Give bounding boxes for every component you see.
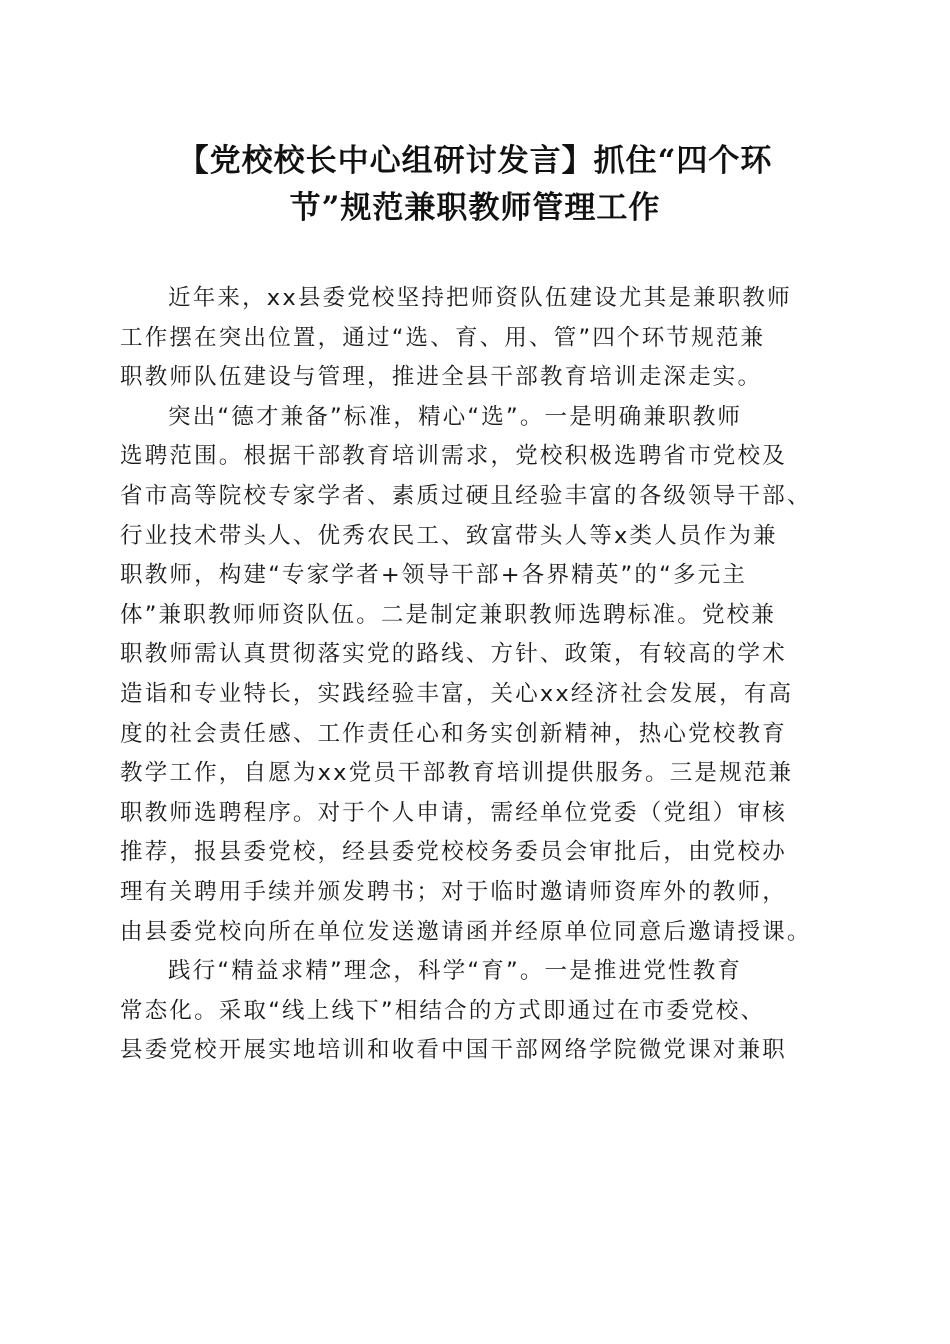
body-line: 县委党校开展实地培训和收看中国干部网络学院微党课对兼职 [120, 1037, 787, 1064]
body-line: 选聘范围。根据干部教育培训需求，党校积极选聘省市党校及 [120, 443, 787, 470]
document-title [120, 138, 830, 232]
body-line: 推荐，报县委党校，经县委党校校务委员会审批后，由党校办 [120, 839, 787, 866]
title-line-1: 【党校校长中心组研讨发言】抓住“四个环 [177, 143, 773, 179]
body-line: 职教师选聘程序。对于个人申请，需经单位党委（党组）审核 [120, 799, 787, 826]
body-line: 近年来，xx县委党校坚持把师资队伍建设尤其是兼职教师 [168, 285, 792, 311]
body-line: 体”兼职教师师资队伍。二是制定兼职教师选聘标准。党校兼 [120, 601, 777, 628]
body-line: 教学工作，自愿为xx党员干部教育培训提供服务。三是规范兼 [120, 760, 794, 787]
title-line-2: 节”规范兼职教师管理工作 [289, 190, 661, 226]
body-line: 突出“德才兼备”标准，精心“选”。一是明确兼职教师 [168, 403, 743, 430]
body-line: 职教师队伍建设与管理，推进全县干部教育培训走深走实。 [120, 364, 763, 391]
body-line: 职教师需认真贯彻落实党的路线、方针、政策，有较高的学术 [120, 641, 787, 668]
body-line: 度的社会责任感、工作责任心和务实创新精神，热心党校教育 [120, 720, 787, 747]
body-line: 常态化。采取“线上线下”相结合的方式即通过在市委党校、 [120, 997, 766, 1024]
body-line: 省市高等院校专家学者、素质过硬且经验丰富的各级领导干部、 [120, 482, 812, 509]
document-body [120, 279, 832, 1071]
body-line: 职教师，构建“专家学者+领导干部+各界精英”的“多元主 [120, 562, 748, 589]
body-line: 理有关聘用手续并颁发聘书；对于临时邀请师资库外的教师， [120, 878, 787, 905]
body-line: 造诣和专业特长，实践经验丰富，关心xx经济社会发展，有高 [120, 680, 794, 707]
body-line: 工作摆在突出位置，通过“选、育、用、管”四个环节规范兼 [120, 324, 766, 351]
body-line: 行业技术带头人、优秀农民工、致富带头人等x类人员作为兼 [120, 522, 778, 549]
body-line: 由县委党校向所在单位发送邀请函并经原单位同意后邀请授课。 [120, 918, 812, 945]
body-line: 践行“精益求精”理念，科学“育”。一是推进党性教育 [168, 958, 743, 985]
